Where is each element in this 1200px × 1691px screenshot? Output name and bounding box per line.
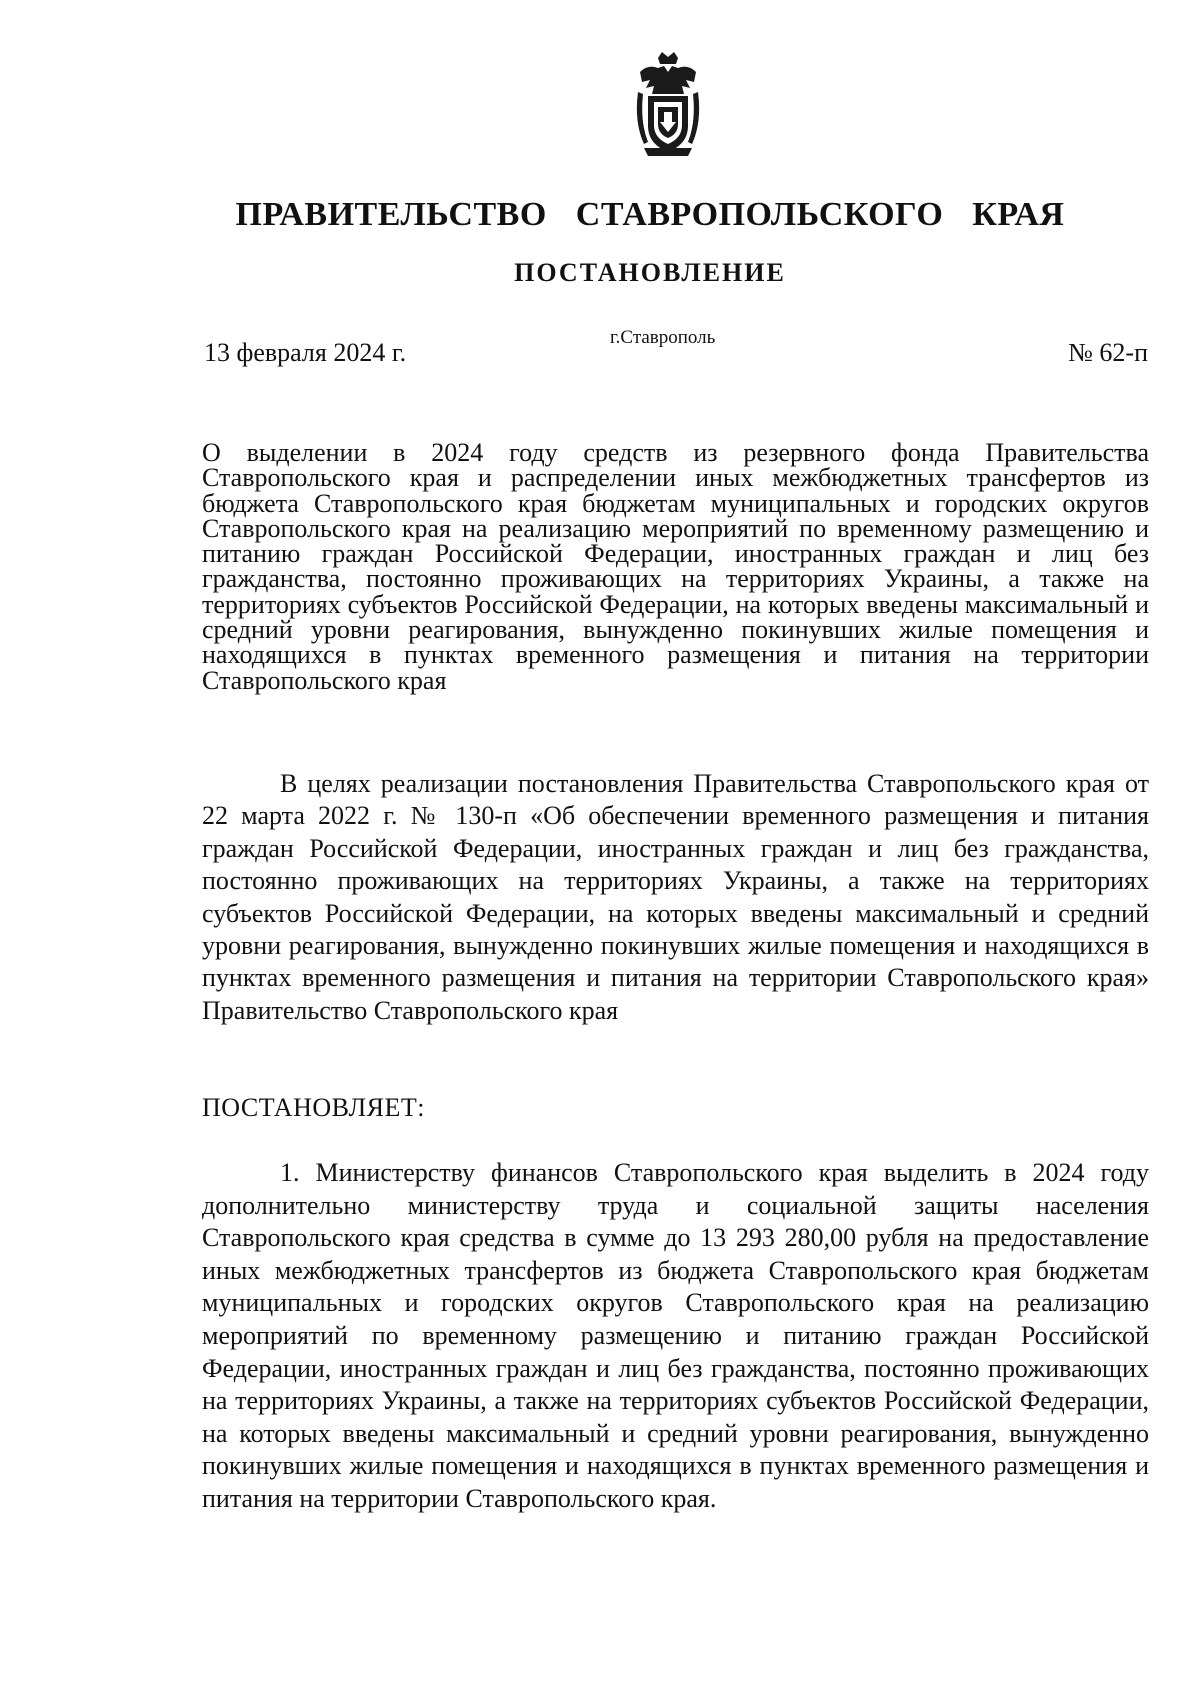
document-date: 13 февраля 2024 г.: [204, 338, 407, 367]
document-number: № 62-п: [1068, 338, 1148, 367]
coat-of-arms-icon: [634, 52, 702, 158]
resolves-heading: ПОСТАНОВЛЯЕТ:: [202, 1093, 425, 1122]
preamble-paragraph: В целях реализации постановления Правительства Ставропольского края от 22 марта 2022 г. № 130-п «Об обеспечении временного размещения и питания граждан Российской Федерации, иностранных граждан и лиц без гражданства, постоянно проживающих на территориях Украины, а также на территориях субъектов Российской Федерации, на которых введены максимальный и средний уровни реагирования, вынужденно покинувших жилые помещения и находящихся в пунктах временного размещения и питания на территории Ставропольского края» Правительство Ставропольского края: [202, 769, 1149, 1025]
document-type: ПОСТАНОВЛЕНИЕ: [514, 258, 786, 287]
document-subject: О выделении в 2024 году средств из резервного фонда Правительства Ставропольского края и распределении иных межбюджетных трансфертов из бюджета Ставропольского края бюджетам муниципальных и городских округов Ставропольского края на реализацию мероприятий по временному размещению и питанию граждан Российской Федерации, иностранных граждан и лиц без гражданства, постоянно проживающих на территориях Украины, а также на территориях субъектов Российской Федерации, на которых введены максимальный и средний уровни реагирования, вынужденно покинувших жилые помещения и находящихся в пунктах временного размещения и питания на территории Ставропольского края: [202, 438, 1149, 695]
document-city: г.Ставрополь: [610, 327, 716, 348]
item-paragraph: 1. Министерству финансов Ставропольского края выделить в 2024 году дополнительно министерству труда и социальной защиты населения Ставропольского края средства в сумме до 13 293 280,00 рубля на предоставление иных межбюджетных трансфертов из бюджета Ставропольского края бюджетам муниципальных и городских округов Ставропольского края на реализацию мероприятий по временному размещению и питанию граждан Российской Федерации, иностранных граждан и лиц без гражданства, постоянно проживающих на территориях Украины, а также на территориях субъектов Российской Федерации, на которых введены максимальный и средний уровни реагирования, вынужденно покинувших жилые помещения и находящихся в пунктах временного размещения и питания на территории Ставропольского края.: [202, 1158, 1149, 1513]
government-title: ПРАВИТЕЛЬСТВО СТАВРОПОЛЬСКОГО КРАЯ: [235, 196, 1065, 233]
